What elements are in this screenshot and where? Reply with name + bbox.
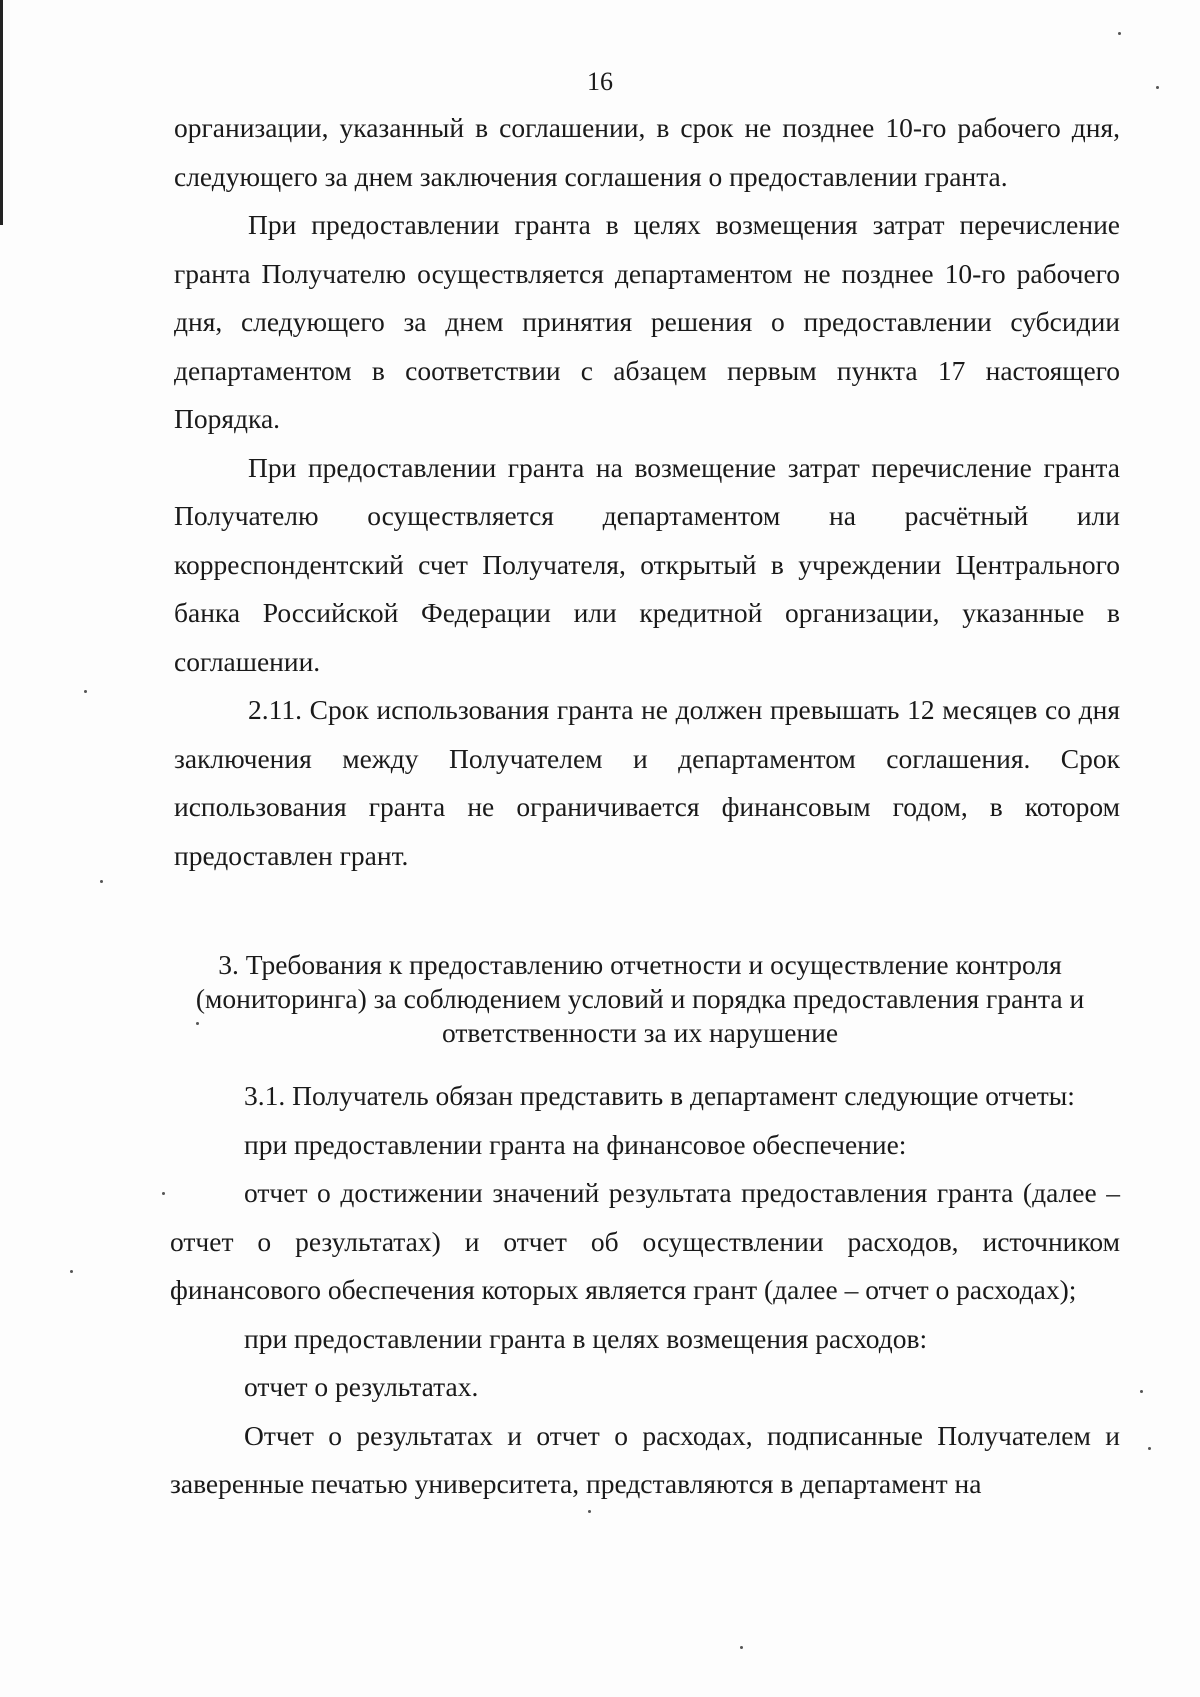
paragraph-grant-reimbursement-transfer: При предоставлении гранта в целях возмещения затрат перечисление гранта Получателю осуществляется департаментом не позднее 10-го рабочего дня, следующего за днем принятия решения о предоставлении субсидии департаментом в соответствии с абзацем первым пункта 17 настоящего Порядка. <box>174 209 1120 434</box>
paragraph-3-1-reports: 3.1. Получатель обязан представить в департамент следующие отчеты: <box>244 1080 1075 1111</box>
paragraph-grant-account-transfer: При предоставлении гранта на возмещение затрат перечисление гранта Получателю осуществляется департаментом на расчётный или корреспондентский счет Получателя, открытый в учреждении Центрального банка Российской Федерации или кредитной организации, указанные в соглашении. <box>174 451 1120 677</box>
section-heading-line: 3. Требования к предоставлению отчетности и осуществление контроля <box>218 949 1062 980</box>
section-heading-line: (мониторинга) за соблюдением условий и порядка предоставления гранта и <box>195 983 1085 1014</box>
scan-speck <box>196 1022 199 1025</box>
paragraph-financial-support: при предоставлении гранта на финансовое обеспечение: <box>244 1128 907 1160</box>
paragraph-results-report: отчет о достижении значений результата предоставления гранта (далее – отчет о результатах) и отчет об осуществлении расходов, источником финансового обеспечения которых является грант (далее – отчет о расходах); <box>170 1177 1120 1305</box>
section-3-heading <box>160 948 1120 1050</box>
scan-speck <box>84 690 87 693</box>
body-text-bottom <box>170 1072 1120 1509</box>
page-number: 16 <box>587 67 613 96</box>
scan-speck <box>70 1270 73 1273</box>
scan-speck <box>162 1192 165 1195</box>
scan-speck <box>1140 1390 1143 1393</box>
section-heading-line: ответственности за их нарушение <box>441 1017 839 1048</box>
paragraph-reimbursement: при предоставлении гранта в целях возмещения расходов: <box>244 1322 928 1354</box>
paragraph-signed-reports: Отчет о результатах и отчет о расходах, подписанные Получателем и заверенные печатью университета, представляются в департамент на <box>170 1419 1120 1499</box>
scan-speck <box>100 880 103 883</box>
scan-speck <box>1118 32 1121 35</box>
scan-speck <box>740 1646 743 1649</box>
scan-speck <box>1148 1447 1151 1450</box>
scan-edge-mark <box>0 0 3 225</box>
scan-speck <box>1156 86 1159 89</box>
scan-speck <box>588 1510 591 1513</box>
body-text-top <box>174 104 1120 880</box>
paragraph-results-only: отчет о результатах. <box>244 1371 479 1402</box>
paragraph-2-11-grant-term: 2.11. Срок использования гранта не должен превышать 12 месяцев со дня заключения между Получателем и департаментом соглашения. Срок использования гранта не ограничивается финансовым годом, в котором предоставлен грант. <box>174 694 1120 871</box>
paragraph-continuation: организации, указанный в соглашении, в срок не позднее 10-го рабочего дня, следующего за днем заключения соглашения о предоставлении гранта. <box>174 112 1120 192</box>
